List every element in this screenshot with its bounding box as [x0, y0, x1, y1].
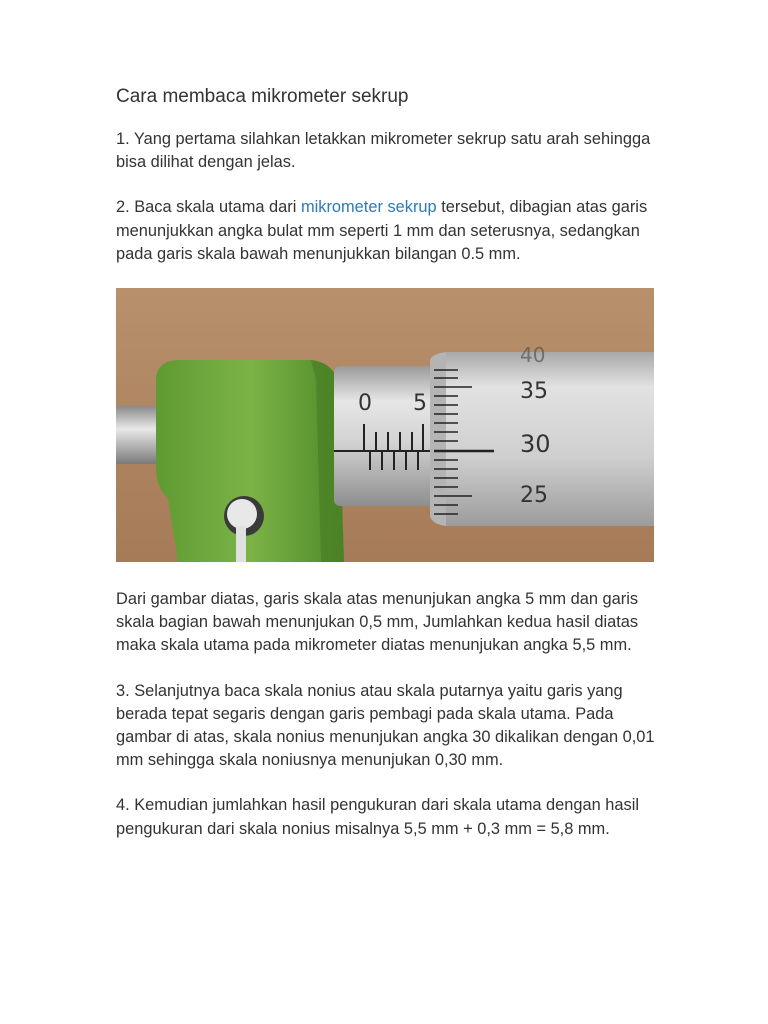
explanation-paragraph: Dari gambar diatas, garis skala atas menunjukan angka 5 mm dan garis skala bagian bawah menunjukan 0,5 mm, Jumlahkan kedua hasil diatas maka skala utama pada mikrometer diatas menunjukan angka 5,5 mm. [116, 590, 639, 655]
thimble-label-25: 25 [520, 483, 548, 509]
micrometer-illustration [116, 288, 654, 562]
thimble-label-40: 40 [520, 343, 546, 368]
thimble-label-30: 30 [520, 430, 551, 459]
mikrometer-sekrup-link[interactable]: mikrometer sekrup [300, 198, 437, 217]
lock-knob-face [227, 499, 257, 529]
step-3-paragraph: 3. Selanjutnya baca skala nonius atau skala putarnya yaitu garis yang berada tepat segaris dengan garis pembagi pada skala utama. Pada gambar di atas, skala nonius menunjukan angka 30 dikalikan dengan 0,01 mm sehingga skala noniusnya menunjukan 0,30 mm. [116, 681, 655, 770]
micrometer-photo [116, 288, 654, 562]
step-2-paragraph [116, 196, 656, 266]
article-title: Cara membaca mikrometer sekrup [116, 86, 409, 107]
lock-lever [236, 526, 246, 562]
step-1-paragraph: 1. Yang pertama silahkan letakkan mikrometer sekrup satu arah sehingga bisa dilihat dengan jelas. [116, 130, 651, 172]
step-2-text-before: 2. Baca skala utama dari [116, 198, 301, 217]
sleeve-label-5: 5 [413, 391, 427, 417]
article-content [116, 84, 656, 863]
step-4-paragraph: 4. Kemudian jumlahkan hasil pengukuran dari skala utama dengan hasil pengukuran dari skala nonius misalnya 5,5 mm + 0,3 mm = 5,8 mm. [116, 796, 640, 838]
thimble-label-35: 35 [520, 379, 548, 405]
sleeve-label-0: 0 [358, 391, 372, 417]
step-2-text-after: tersebut, dibagian atas garis menunjukkan angka bulat mm seperti 1 mm dan seterusnya, sedangkan pada garis skala bawah menunjukkan bilangan 0.5 mm. [116, 198, 648, 263]
